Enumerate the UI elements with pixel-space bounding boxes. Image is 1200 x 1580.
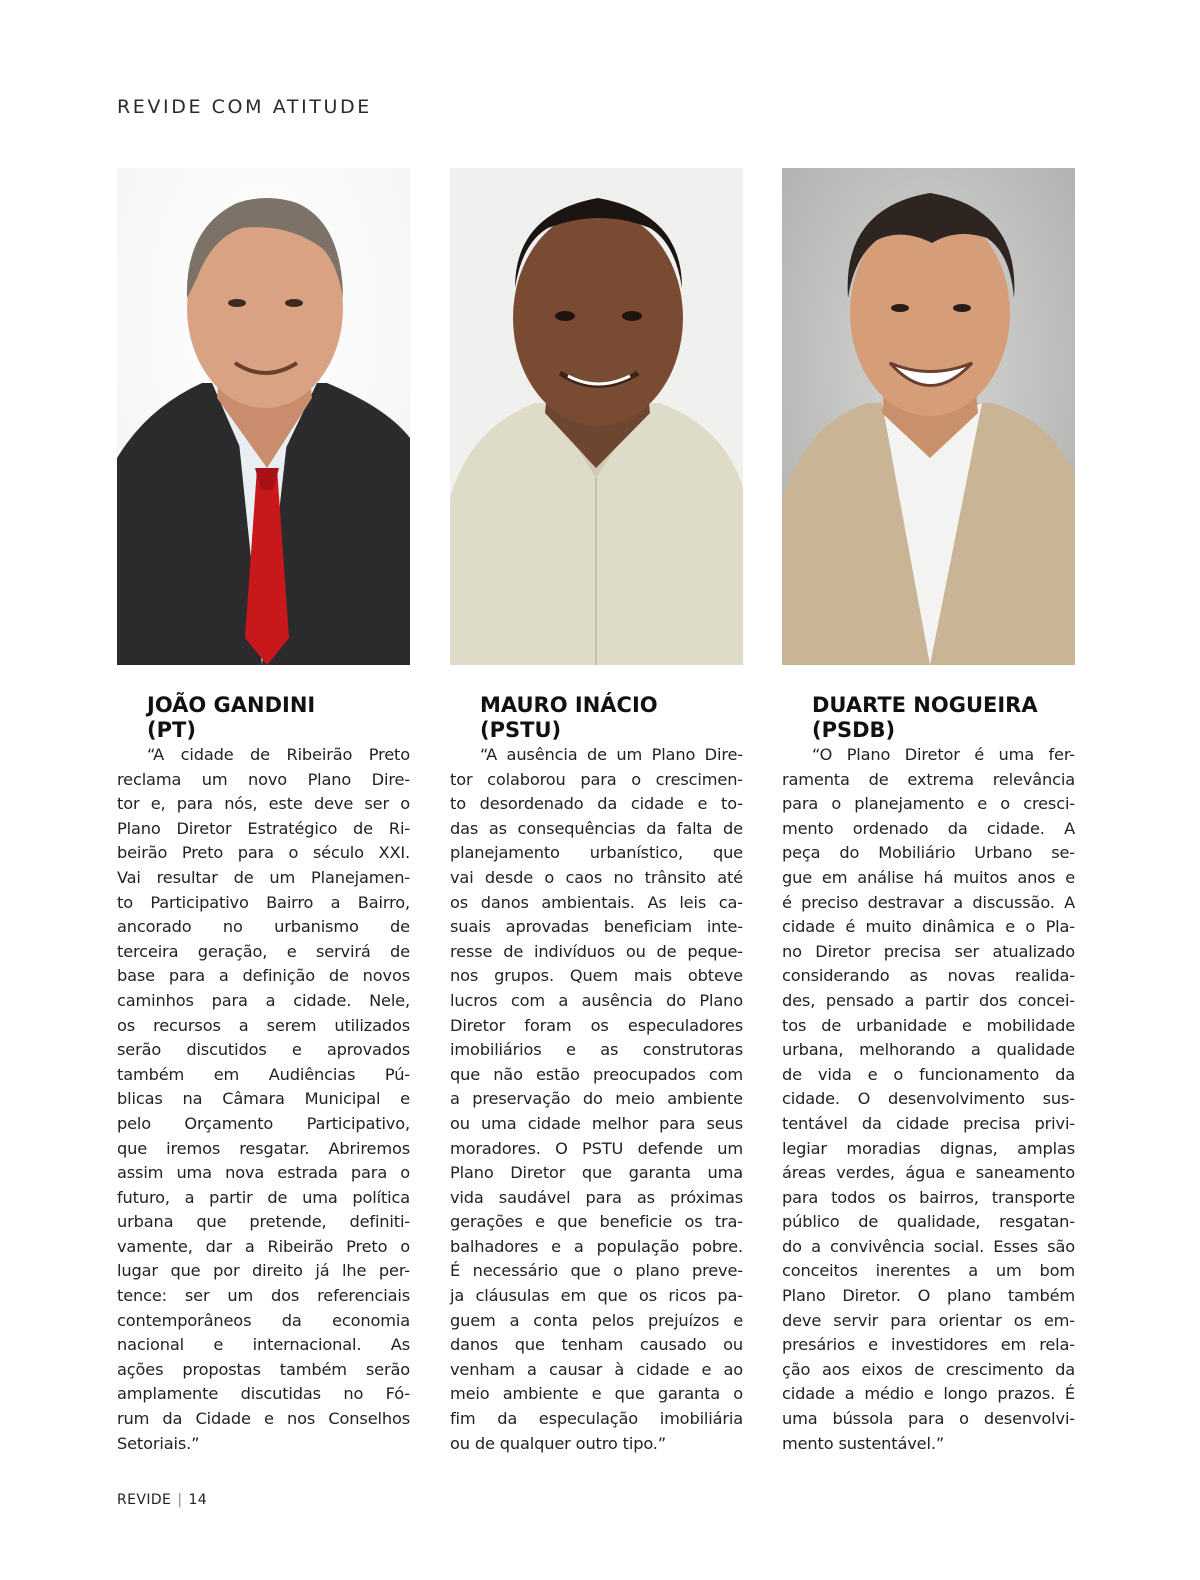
quote-line: imobiliários e as construtoras — [450, 1040, 743, 1060]
quote-line: “A ausência de um Plano Dire- — [480, 745, 743, 764]
quote-line: os danos ambientais. As leis ca- — [450, 892, 743, 912]
quote-line: danos que tenham causado ou — [450, 1335, 743, 1355]
quote-line: Setoriais.” — [117, 1433, 200, 1453]
quote-line: contemporâneos da economia — [117, 1310, 410, 1330]
quote-line: reclama um novo Plano Dire- — [117, 769, 410, 789]
quote-line: amplamente discutidas no Fó- — [117, 1384, 410, 1404]
quote-line: das as consequências da falta de — [450, 818, 743, 838]
quote-line: balhadores e a população pobre. — [450, 1236, 743, 1256]
quote-line: cidade. O desenvolvimento sus- — [782, 1089, 1075, 1109]
quote-line: tos de urbanidade e mobilidade — [782, 1015, 1075, 1035]
candidate-column-3 — [782, 168, 1075, 1456]
quote-line: “O Plano Diretor é uma fer- — [812, 745, 1075, 764]
quote-line: serão discutidos e aprovados — [117, 1040, 410, 1060]
quote-line: assim uma nova estrada para o — [117, 1163, 410, 1183]
quote-line: blicas na Câmara Municipal e — [117, 1089, 410, 1109]
quote-line: resse de indivíduos ou de peque- — [450, 941, 743, 961]
quote-line: ou uma cidade melhor para seus — [450, 1113, 743, 1133]
quote-line: pelo Orçamento Participativo, — [117, 1113, 410, 1133]
quote-line: público de qualidade, resgatan- — [782, 1212, 1075, 1232]
quote-line: peça do Mobiliário Urbano se- — [782, 843, 1075, 863]
quote-line: é preciso destravar a discussão. A — [782, 892, 1075, 912]
candidate-portrait-photo — [450, 168, 743, 665]
quote-line: meio ambiente e que garanta o — [450, 1384, 743, 1404]
quote-line: É necessário que o plano preve- — [450, 1261, 743, 1281]
publication-name: REVIDE — [117, 1492, 172, 1508]
candidate-party: (PT) — [147, 718, 196, 742]
quote-line: tor colaborou para o crescimen- — [450, 769, 743, 789]
portrait-mauro-inacio — [450, 168, 743, 665]
quote-line: moradores. O PSTU defende um — [450, 1138, 743, 1158]
candidate-name — [782, 693, 1075, 743]
section-header: REVIDE COM ATITUDE — [117, 96, 372, 118]
quote-line: presários e investidores em rela- — [782, 1335, 1075, 1355]
quote-line: to Participativo Bairro a Bairro, — [117, 892, 410, 912]
quote-line: os recursos a serem utilizados — [117, 1015, 410, 1035]
candidate-quote — [117, 743, 410, 1456]
candidate-column-2 — [450, 168, 743, 1456]
quote-line: nos grupos. Quem mais obteve — [450, 966, 743, 986]
quote-line: des, pensado a partir dos concei- — [782, 990, 1075, 1010]
quote-line: lugar que por direito já lhe per- — [117, 1261, 410, 1281]
quote-line: suais aprovadas beneficiam inte- — [450, 917, 743, 937]
candidate-party: (PSDB) — [812, 718, 896, 742]
quote-line: legiar moradias dignas, amplas — [782, 1138, 1075, 1158]
quote-line: Plano Diretor Estratégico de Ri- — [117, 818, 410, 838]
quote-line: guem a conta pelos prejuízos e — [450, 1310, 743, 1330]
quote-line: Vai resultar de um Planejamen- — [117, 867, 410, 887]
quote-line: Diretor foram os especuladores — [450, 1015, 743, 1035]
quote-line: para o planejamento e o cresci- — [782, 794, 1075, 814]
quote-line: uma bússola para o desenvolvi- — [782, 1409, 1075, 1429]
quote-line: gue em análise há muitos anos e — [782, 867, 1075, 887]
quote-line: rum da Cidade e nos Conselhos — [117, 1409, 410, 1429]
quote-line: beirão Preto para o século XXI. — [117, 843, 410, 863]
quote-line: ancorado no urbanismo de — [117, 917, 410, 937]
quote-line: do a convivência social. Esses são — [782, 1236, 1075, 1256]
footer-separator: | — [177, 1492, 183, 1508]
quote-line: no Diretor precisa ser atualizado — [782, 941, 1075, 961]
candidate-name — [450, 693, 743, 743]
quote-line: mento sustentável.” — [782, 1433, 945, 1453]
portrait-duarte-nogueira — [782, 168, 1075, 665]
candidate-quote — [782, 743, 1075, 1456]
candidate-name — [117, 693, 410, 743]
quote-line: urbana, melhorando a qualidade — [782, 1040, 1075, 1060]
candidate-name-text: DUARTE NOGUEIRA — [812, 693, 1038, 717]
quote-line: vida saudável para as próximas — [450, 1187, 743, 1207]
quote-line: gerações e que beneficie os tra- — [450, 1212, 743, 1232]
quote-line: cidade a médio e longo prazos. É — [782, 1384, 1075, 1404]
quote-line: cidade é muito dinâmica e o Pla- — [782, 917, 1075, 937]
candidate-column-1 — [117, 168, 410, 1456]
quote-line: conceitos inerentes a um bom — [782, 1261, 1075, 1281]
candidate-name-text: JOÃO GANDINI — [147, 693, 316, 717]
quote-line: nacional e internacional. As — [117, 1335, 410, 1355]
quote-line: Plano Diretor que garanta uma — [450, 1163, 743, 1183]
quote-line: também em Audiências Pú- — [117, 1064, 410, 1084]
quote-line: “A cidade de Ribeirão Preto — [147, 745, 410, 764]
quote-line: ja cláusulas em que os ricos pa- — [450, 1286, 743, 1306]
quote-line: base para a definição de novos — [117, 966, 410, 986]
quote-line: lucros com a ausência do Plano — [450, 990, 743, 1010]
quote-line: futuro, a partir de uma política — [117, 1187, 410, 1207]
page-footer — [117, 1492, 207, 1508]
candidate-name-text: MAURO INÁCIO — [480, 693, 658, 717]
candidate-portrait-photo — [782, 168, 1075, 665]
quote-line: tentável da cidade precisa privi- — [782, 1113, 1075, 1133]
quote-line: tence: ser um dos referenciais — [117, 1286, 410, 1306]
page-number: 14 — [188, 1492, 208, 1508]
quote-line: considerando as novas realida- — [782, 966, 1075, 986]
quote-line: tor e, para nós, este deve ser o — [117, 794, 410, 814]
quote-line: venham a causar à cidade e ao — [450, 1359, 743, 1379]
quote-line: para todos os bairros, transporte — [782, 1187, 1075, 1207]
quote-line: ou de qualquer outro tipo.” — [450, 1433, 667, 1453]
quote-line: deve servir para orientar os em- — [782, 1310, 1075, 1330]
candidate-party: (PSTU) — [480, 718, 562, 742]
quote-line: fim da especulação imobiliária — [450, 1409, 743, 1429]
quote-line: vamente, dar a Ribeirão Preto o — [117, 1236, 410, 1256]
quote-line: ações propostas também serão — [117, 1359, 410, 1379]
quote-line: que não estão preocupados com — [450, 1064, 743, 1084]
quote-line: áreas verdes, água e saneamento — [782, 1163, 1075, 1183]
candidate-quote — [450, 743, 743, 1456]
quote-line: terceira geração, e servirá de — [117, 941, 410, 961]
quote-line: to desordenado da cidade e to- — [450, 794, 743, 814]
quote-line: planejamento urbanístico, que — [450, 843, 743, 863]
quote-line: de vida e o funcionamento da — [782, 1064, 1075, 1084]
portrait-joao-gandini — [117, 168, 410, 665]
quote-line: caminhos para a cidade. Nele, — [117, 990, 410, 1010]
quote-line: ramenta de extrema relevância — [782, 769, 1075, 789]
candidate-portrait-photo — [117, 168, 410, 665]
quote-line: urbana que pretende, definiti- — [117, 1212, 410, 1232]
quote-line: que iremos resgatar. Abriremos — [117, 1138, 410, 1158]
quote-line: ção aos eixos de crescimento da — [782, 1359, 1075, 1379]
quote-line: Plano Diretor. O plano também — [782, 1286, 1075, 1306]
quote-line: a preservação do meio ambiente — [450, 1089, 743, 1109]
quote-line: vai desde o caos no trânsito até — [450, 867, 743, 887]
quote-line: mento ordenado da cidade. A — [782, 818, 1075, 838]
